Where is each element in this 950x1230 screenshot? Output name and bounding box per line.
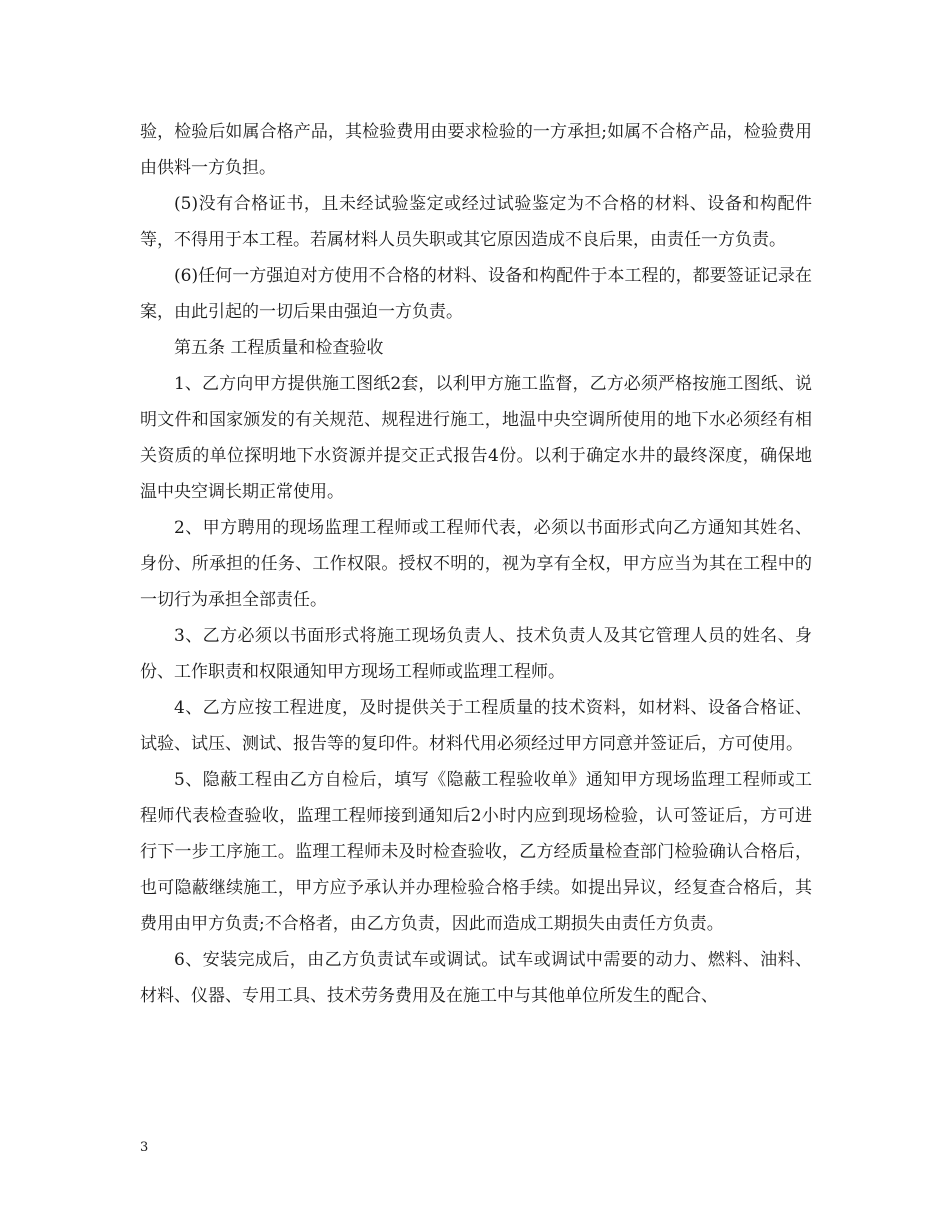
paragraph-clause-1: 1、乙方向甲方提供施工图纸2套，以利甲方施工监督，乙方必须严格按施工图纸、说明文件和国家颁发的有关规范、规程进行施工，地温中央空调所使用的地下水必须经有相关资质的单位探明地下水资源并提交正式报告4份。以利于确定水井的最终深度，确保地温中央空调长期正常使用。 <box>140 374 812 502</box>
paragraph-clause-3: 3、乙方必须以书面形式将施工现场负责人、技术负责人及其它管理人员的姓名、身份、工作职责和权限通知甲方现场工程师或监理工程师。 <box>140 626 812 682</box>
paragraph-item-6: (6)任何一方强迫对方使用不合格的材料、设备和构配件于本工程的，都要签证记录在案，由此引起的一切后果由强迫一方负责。 <box>140 266 812 322</box>
paragraph-clause-2: 2、甲方聘用的现场监理工程师或工程师代表，必须以书面形式向乙方通知其姓名、身份、所承担的任务、工作权限。授权不明的，视为享有全权，甲方应当为其在工程中的一切行为承担全部责任。 <box>140 518 812 610</box>
paragraph-clause-4: 4、乙方应按工程进度，及时提供关于工程质量的技术资料，如材料、设备合格证、试验、试压、测试、报告等的复印件。材料代用必须经过甲方同意并签证后，方可使用。 <box>140 698 812 754</box>
paragraph-continued-inspection: 验，检验后如属合格产品，其检验费用由要求检验的一方承担;如属不合格产品，检验费用由供料一方负担。 <box>140 122 812 178</box>
section-heading-article-5: 第五条 工程质量和检查验收 <box>174 338 384 358</box>
paragraph-clause-6: 6、安装完成后，由乙方负责试车或调试。试车或调试中需要的动力、燃料、油料、材料、仪器、专用工具、技术劳务费用及在施工中与其他单位所发生的配合、 <box>140 950 812 1006</box>
paragraph-item-5: (5)没有合格证书，且未经试验鉴定或经过试验鉴定为不合格的材料、设备和构配件等，不得用于本工程。若属材料人员失职或其它原因造成不良后果，由责任一方负责。 <box>140 194 812 250</box>
page-number: 3 <box>140 1140 149 1155</box>
paragraph-clause-5: 5、隐蔽工程由乙方自检后，填写《隐蔽工程验收单》通知甲方现场监理工程师或工程师代表检查验收，监理工程师接到通知后2小时内应到现场检验，认可签证后，方可进行下一步工序施工。监理工程师未及时检查验收，乙方经质量检查部门检验确认合格后，也可隐蔽继续施工，甲方应予承认并办理检验合格手续。如提出异议，经复查合格后，其费用由甲方负责;不合格者，由乙方负责，因此而造成工期损失由责任方负责。 <box>140 770 812 934</box>
document-body <box>140 114 812 1014</box>
